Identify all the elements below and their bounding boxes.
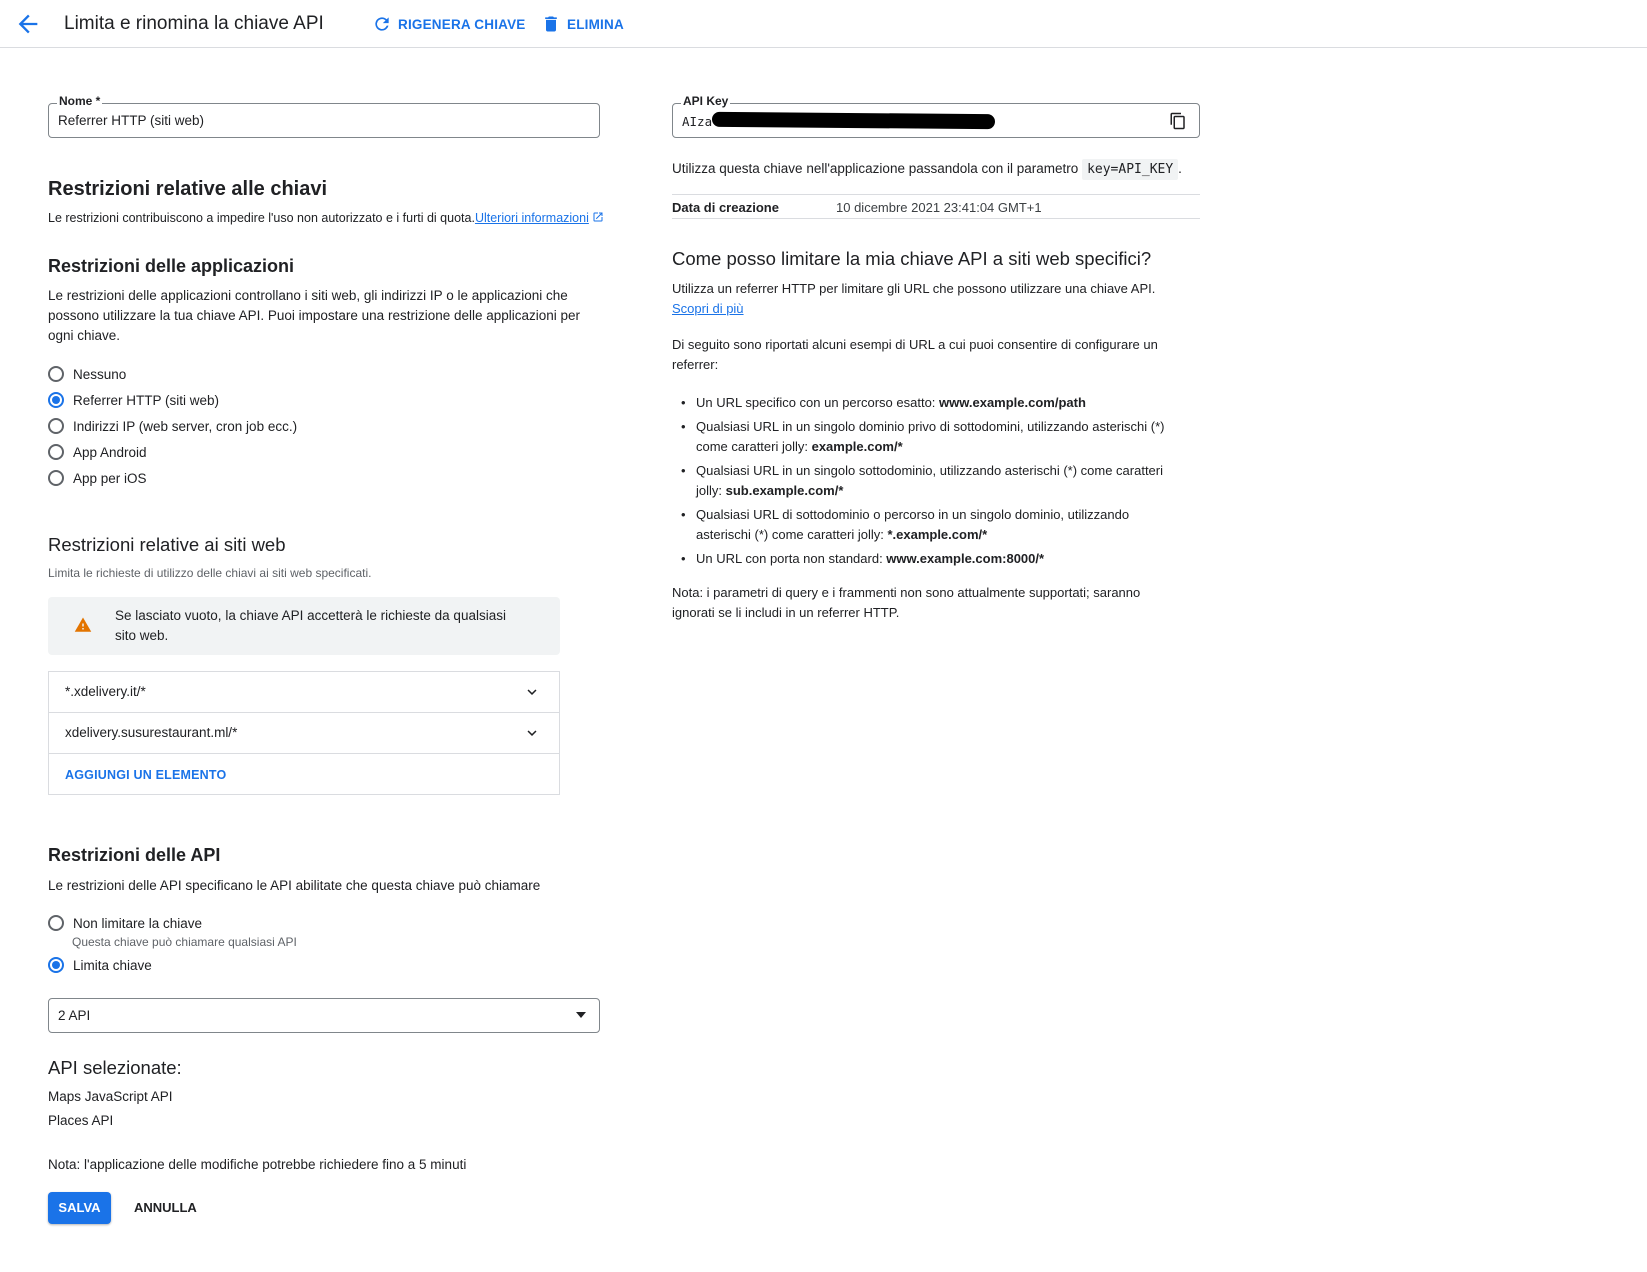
cancel-button[interactable]: ANNULLA (134, 1200, 197, 1215)
selected-apis-title: API selezionate: (48, 1057, 182, 1078)
website-referrer-list (48, 671, 560, 795)
name-field-label: Nome * (59, 94, 101, 108)
example-url: www.example.com:8000/* (886, 551, 1045, 566)
referrer-item[interactable] (49, 672, 559, 713)
app-restriction-option-label: App Android (73, 444, 147, 460)
example-text: Qualsiasi URL in un singolo dominio privo di sottodomini, utilizzando asterischi (*) come caratteri jolly: (696, 419, 1165, 454)
usage-prefix: Utilizza questa chiave nell'applicazione passandola con il parametro (672, 161, 1079, 176)
app-restrictions-title: Restrizioni delle applicazioni (48, 256, 295, 276)
learn-more-link-label: Ulteriori informazioni (474, 211, 589, 225)
example-url: www.example.com/path (939, 395, 1086, 410)
key-restrictions-title: Restrizioni relative alle chiavi (48, 178, 328, 200)
selected-api-item: Places API (48, 1113, 114, 1128)
copy-icon[interactable] (1169, 112, 1187, 130)
chevron-down-icon[interactable] (523, 724, 541, 742)
app-restriction-option-label: App per iOS (73, 470, 147, 486)
name-field[interactable] (48, 94, 600, 138)
help-intro-text: Utilizza un referrer HTTP per limitare gli URL che possono utilizzare una chiave API. (672, 281, 1156, 296)
delete-button[interactable] (541, 14, 624, 34)
examples-intro: Di seguito sono riportati alcuni esempi di URL a cui puoi consentire di configurare un referrer: (672, 337, 1158, 372)
example-url: *.example.com/* (887, 527, 988, 542)
app-restriction-option[interactable] (48, 470, 147, 486)
learn-more-link-help[interactable]: Scopri di più (672, 301, 744, 316)
app-restriction-option-label: Referrer HTTP (siti web) (73, 392, 220, 408)
help-intro (672, 279, 1182, 319)
example-text: Un URL specifico con un percorso esatto: (696, 395, 940, 410)
api-restrictions-description: Le restrizioni delle API specificano le API abilitate che questa chiave può chiamare (48, 878, 541, 893)
refresh-icon (372, 14, 392, 34)
top-app-bar (0, 0, 1647, 48)
chevron-down-icon[interactable] (523, 683, 541, 701)
api-select-value: 2 API (58, 1008, 91, 1023)
redaction-mark (712, 112, 995, 129)
referrer-example-item (672, 461, 1182, 501)
api-select-dropdown[interactable] (48, 998, 600, 1033)
warning-text: Se lasciato vuoto, la chiave API accetterà le richieste da qualsiasi sito web. (115, 608, 506, 643)
referrer-examples-list (672, 393, 1182, 573)
radio-control[interactable] (48, 392, 64, 408)
key-restrictions-text: Le restrizioni contribuiscono a impedire l'uso non autorizzato e i furti di quota. (48, 211, 475, 225)
radio-no-limit-control[interactable] (48, 915, 64, 931)
website-restrictions-title: Restrizioni relative ai siti web (48, 534, 286, 555)
radio-limit-key-control[interactable] (48, 957, 64, 973)
radio-limit-key-label: Limita chiave (73, 957, 152, 973)
radio-no-limit-hint: Questa chiave può chiamare qualsiasi API (72, 935, 297, 949)
save-button[interactable]: SALVA (48, 1192, 111, 1224)
referrer-example-item (672, 549, 1182, 569)
learn-more-link[interactable] (475, 211, 589, 225)
app-restriction-option[interactable] (48, 418, 297, 434)
trash-icon (541, 14, 561, 34)
creation-date-label: Data di creazione (672, 200, 779, 215)
api-key-usage-text (672, 159, 1182, 180)
radio-control[interactable] (48, 444, 64, 460)
radio-no-limit[interactable] (48, 915, 202, 931)
page-title: Limita e rinomina la chiave API (64, 13, 324, 34)
example-url: example.com/* (811, 439, 903, 454)
referrer-item-label: *.xdelivery.it/* (65, 684, 146, 699)
radio-control[interactable] (48, 418, 64, 434)
key-restrictions-description (48, 208, 604, 228)
radio-limit-key[interactable] (48, 957, 152, 973)
regenerate-key-button[interactable] (372, 14, 526, 34)
selected-api-item: Maps JavaScript API (48, 1089, 173, 1104)
regenerate-key-label: RIGENERA CHIAVE (398, 16, 526, 32)
creation-date-value: 10 dicembre 2021 23:41:04 GMT+1 (836, 200, 1042, 215)
usage-suffix: . (1178, 161, 1182, 176)
app-restriction-option[interactable] (48, 366, 126, 382)
dropdown-caret-icon (576, 1012, 586, 1018)
app-restriction-option[interactable] (48, 444, 147, 460)
app-restriction-option[interactable] (48, 392, 219, 408)
name-field-value[interactable]: Referrer HTTP (siti web) (58, 113, 205, 128)
empty-referrer-warning (48, 597, 560, 655)
radio-no-limit-label: Non limitare la chiave (73, 915, 203, 931)
warning-icon (74, 616, 92, 634)
radio-control[interactable] (48, 470, 64, 486)
api-key-param: key=API_KEY (1082, 159, 1178, 180)
creation-date-row (672, 194, 1200, 219)
referrer-item[interactable] (49, 713, 559, 754)
example-text: Qualsiasi URL in un singolo sottodominio, utilizzando asterischi (*) come caratteri jolly: (696, 463, 1164, 498)
app-restriction-option-label: Nessuno (73, 366, 127, 382)
external-link-icon (592, 211, 604, 223)
app-restriction-option-label: Indirizzi IP (web server, cron job ecc.) (73, 418, 298, 434)
example-text: Un URL con porta non standard: (696, 551, 887, 566)
referrer-example-item (672, 417, 1182, 457)
api-key-value: AIza (682, 114, 713, 129)
api-restrictions-title: Restrizioni delle API (48, 845, 221, 865)
add-item-button[interactable]: AGGIUNGI UN ELEMENTO (65, 768, 227, 782)
referrer-example-item (672, 505, 1182, 545)
example-text: Qualsiasi URL di sottodominio o percorso in un singolo dominio, utilizzando asterischi (*) come caratteri jolly: (696, 507, 1130, 542)
referrer-item-label: xdelivery.susurestaurant.ml/* (65, 725, 238, 740)
radio-control[interactable] (48, 366, 64, 382)
api-changes-note: Nota: l'applicazione delle modifiche potrebbe richiedere fino a 5 minuti (48, 1157, 467, 1172)
delete-label: ELIMINA (567, 16, 624, 32)
app-restrictions-description: Le restrizioni delle applicazioni controllano i siti web, gli indirizzi IP o le applicazioni che possono utilizzare la tua chiave API. Puoi impostare una restrizione delle applicazioni per ogni chiave. (48, 288, 581, 343)
referrer-example-item (672, 393, 1182, 413)
help-note: Nota: i parametri di query e i frammenti non sono attualmente supportati; saranno ignorati se li includi in un referrer HTTP. (672, 585, 1141, 620)
help-title: Come posso limitare la mia chiave API a siti web specifici? (672, 248, 1152, 269)
api-key-label: API Key (683, 94, 729, 108)
website-restrictions-description: Limita le richieste di utilizzo delle chiavi ai siti web specificati. (48, 566, 372, 580)
back-arrow-icon[interactable] (14, 10, 42, 38)
example-url: sub.example.com/* (725, 483, 844, 498)
